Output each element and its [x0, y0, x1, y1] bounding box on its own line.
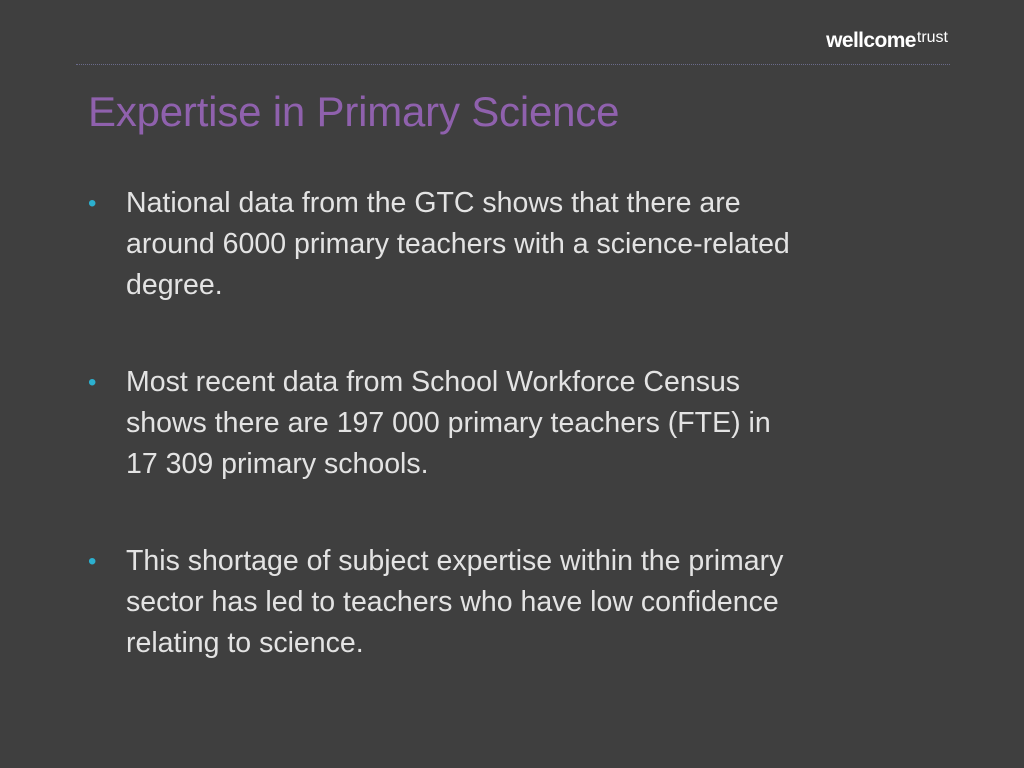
bullet-list	[86, 183, 936, 720]
wellcome-trust-logo	[826, 30, 948, 51]
logo-trust-text: trust	[916, 29, 948, 46]
bullet-item-national-data	[86, 183, 936, 306]
bullet-item-workforce-census	[86, 362, 936, 485]
bullet-icon: •	[88, 548, 97, 575]
bullet-line: relating to science.	[126, 627, 364, 659]
header-divider	[76, 64, 950, 65]
bullet-line: around 6000 primary teachers with a science-related	[126, 228, 790, 260]
bullet-line: shows there are 197 000 primary teachers (FTE) in	[126, 407, 771, 439]
bullet-line: National data from the GTC shows that there are	[126, 187, 741, 219]
bullet-icon: •	[88, 190, 97, 217]
bullet-item-expertise-shortage	[86, 541, 936, 664]
slide-title: Expertise in Primary Science	[88, 88, 620, 135]
bullet-line: Most recent data from School Workforce Census	[126, 366, 741, 398]
logo-wellcome-text: wellcome	[826, 29, 916, 52]
bullet-icon: •	[88, 369, 97, 396]
bullet-line: 17 309 primary schools.	[126, 448, 429, 480]
bullet-line: sector has led to teachers who have low confidence	[126, 586, 779, 618]
bullet-line: This shortage of subject expertise within the primary	[126, 545, 784, 577]
bullet-line: degree.	[126, 269, 223, 301]
